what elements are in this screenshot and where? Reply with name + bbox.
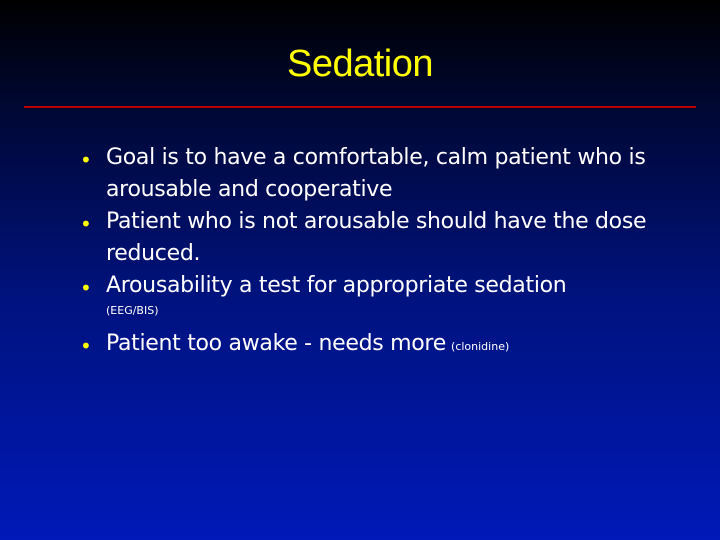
bullet-dot-icon: • <box>80 334 92 358</box>
bullet-item <box>80 206 680 270</box>
bullet-note: (EEG/BIS) <box>106 304 159 317</box>
bullet-text: Goal is to have a comfortable, calm patient who is arousable and cooperative <box>106 145 646 202</box>
bullet-item <box>80 270 680 320</box>
bullet-dot-icon: • <box>80 276 92 300</box>
bullet-text: Arousability a test for appropriate sedation <box>106 273 567 298</box>
bullet-note: (clonidine) <box>451 340 510 353</box>
bullet-dot-icon: • <box>80 212 92 236</box>
bullet-item <box>80 328 680 360</box>
bullet-list <box>80 142 680 360</box>
bullet-text: Patient too awake - needs more <box>106 331 446 356</box>
slide-title: Sedation <box>286 43 433 85</box>
bullet-dot-icon: • <box>80 148 92 172</box>
bullet-item <box>80 142 680 206</box>
title-divider <box>24 106 696 108</box>
bullet-text: Patient who is not arousable should have the dose reduced. <box>106 209 647 266</box>
